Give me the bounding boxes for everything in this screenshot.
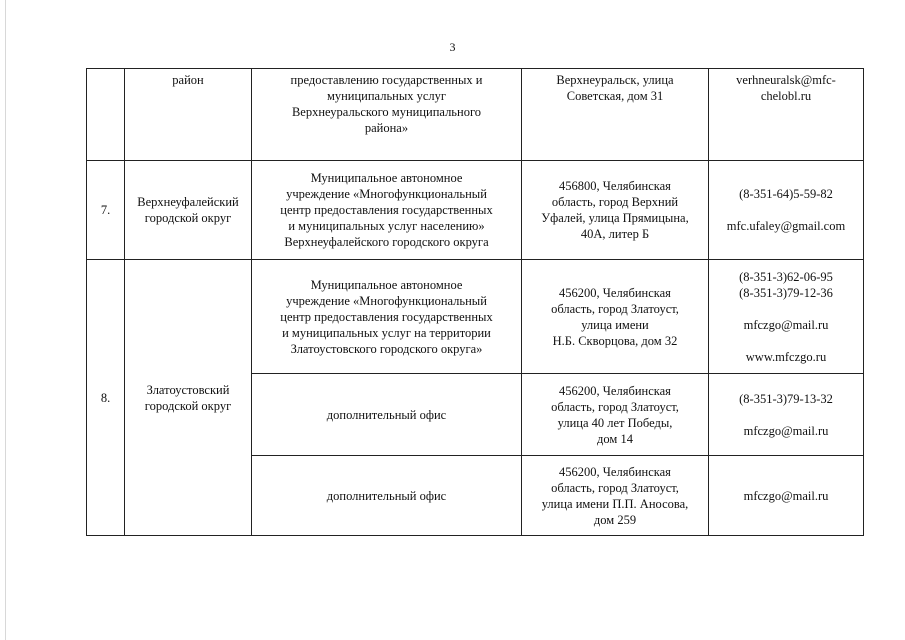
phone: (8-351-3)79-12-36 [739,285,833,300]
scan-edge [5,0,6,640]
number-cell: 7. [87,161,125,260]
page-number: 3 [449,40,456,54]
number-cell: 8. [87,260,125,536]
address-cell: 456200, Челябинская область, город Златоуст, улица имени П.П. Аносова, дом 259 [522,456,709,536]
table-row-8-main-office [87,260,864,374]
organization-cell: дополнительный офис [252,456,522,536]
organization-cell: предоставлению государственных и муниципальных услуг Верхнеуральского муниципального района» [252,69,522,161]
contacts-cell: verhneuralsk@mfc- chelobl.ru [709,69,864,161]
mfc-table [86,68,864,536]
website: www.mfczgo.ru [745,349,827,364]
district-cell: Златоустовский городской округ [125,260,252,536]
email: mfczgo@mail.ru [743,488,829,503]
contacts-cell [709,456,864,536]
email: mfczgo@mail.ru [743,423,829,438]
number-cell [87,69,125,161]
phone: (8-351-3)79-13-32 [739,391,833,406]
email: mfczgo@mail.ru [743,317,829,332]
contacts-cell [709,374,864,456]
address-cell: 456200, Челябинская область, город Златоуст, улица 40 лет Победы, дом 14 [522,374,709,456]
organization-cell: Муниципальное автономное учреждение «Многофункциональный центр предоставления государственных и муниципальных услуг на территории Златоустовского городского округа» [252,260,522,374]
district-cell: Верхнеуфалейский городской округ [125,161,252,260]
table-row-7 [87,161,864,260]
contacts-cell: (8-351-64)5-59-82 mfc.ufaley@gmail.com [709,161,864,260]
organization-cell: Муниципальное автономное учреждение «Многофункциональный центр предоставления государственных и муниципальных услуг населению» Верхнеуфалейского городского округа [252,161,522,260]
contacts-cell [709,260,864,374]
district-cell: район [125,69,252,161]
organization-cell: дополнительный офис [252,374,522,456]
address-cell: 456800, Челябинская область, город Верхний Уфалей, улица Прямицына, 40А, литер Б [522,161,709,260]
address-cell: 456200, Челябинская область, город Златоуст, улица имени Н.Б. Скворцова, дом 32 [522,260,709,374]
phone: (8-351-3)62-06-95 [739,269,833,284]
address-cell: Верхнеуральск, улица Советская, дом 31 [522,69,709,161]
table-row-continued [87,69,864,161]
